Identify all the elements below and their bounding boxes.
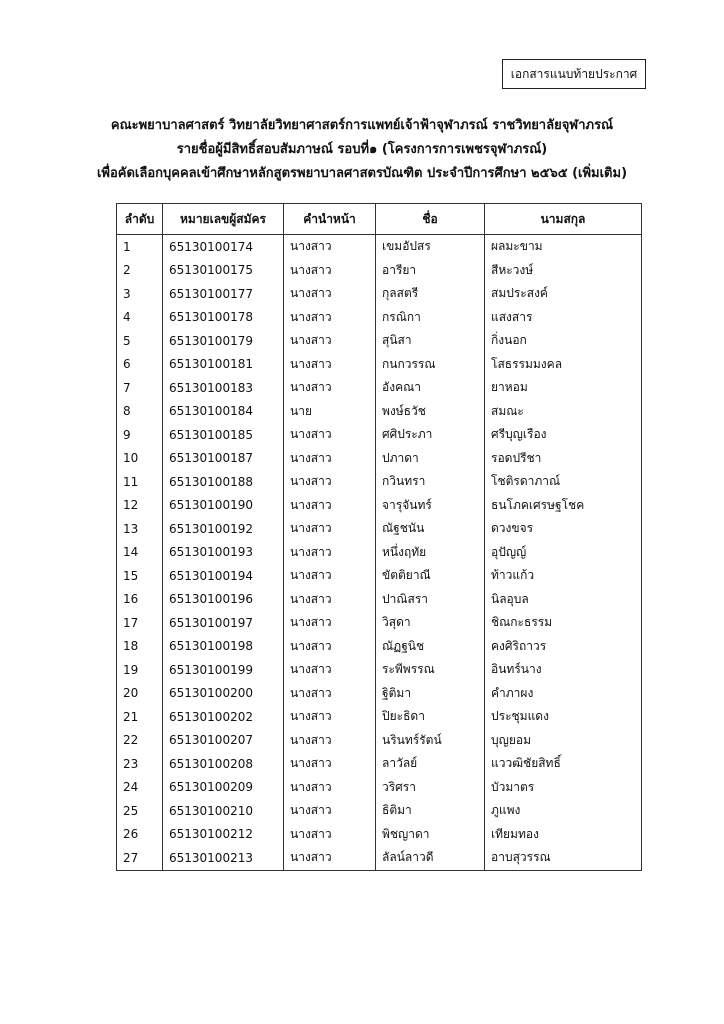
prefix-cell: นางสาว — [284, 541, 376, 565]
last-name-cell: กิ่งนอก — [485, 329, 642, 353]
first-name-cell: ลาวัลย์ — [376, 752, 485, 776]
column-header-first-name: ชื่อ — [376, 204, 485, 235]
order-cell: 12 — [117, 494, 163, 518]
order-cell: 7 — [117, 376, 163, 400]
first-name-cell: ลัลน์ลาวดี — [376, 846, 485, 870]
first-name-cell: วริศรา — [376, 776, 485, 800]
prefix-cell: นางสาว — [284, 635, 376, 659]
first-name-cell: นรินทร์รัตน์ — [376, 729, 485, 753]
order-cell: 27 — [117, 846, 163, 870]
first-name-cell: ณัฏฐนิช — [376, 635, 485, 659]
prefix-cell: นางสาว — [284, 658, 376, 682]
first-name-cell: พงษ์ธวัช — [376, 400, 485, 424]
applicant-number-cell: 65130100212 — [163, 823, 284, 847]
last-name-cell: เทียมทอง — [485, 823, 642, 847]
applicant-number-cell: 65130100194 — [163, 564, 284, 588]
last-name-cell: อาบสุวรรณ — [485, 846, 642, 870]
last-name-cell: ธนโภคเศรษฐโชค — [485, 494, 642, 518]
applicant-number-cell: 65130100177 — [163, 282, 284, 306]
first-name-cell: กุลสตรี — [376, 282, 485, 306]
applicant-number-cell: 65130100193 — [163, 541, 284, 565]
prefix-cell: นางสาว — [284, 423, 376, 447]
table-row — [117, 752, 642, 776]
applicant-number-cell: 65130100192 — [163, 517, 284, 541]
prefix-cell: นางสาว — [284, 470, 376, 494]
order-cell: 25 — [117, 799, 163, 823]
column-header-order: ลำดับ — [117, 204, 163, 235]
order-cell: 5 — [117, 329, 163, 353]
applicant-number-cell: 65130100183 — [163, 376, 284, 400]
order-cell: 3 — [117, 282, 163, 306]
column-header-applicant-number: หมายเลขผู้สมัคร — [163, 204, 284, 235]
last-name-cell: ท้าวแก้ว — [485, 564, 642, 588]
table-row — [117, 799, 642, 823]
table-row — [117, 564, 642, 588]
order-cell: 14 — [117, 541, 163, 565]
first-name-cell: เขมอัปสร — [376, 235, 485, 259]
table-row — [117, 517, 642, 541]
first-name-cell: ปาณิสรา — [376, 588, 485, 612]
first-name-cell: ปิยะธิดา — [376, 705, 485, 729]
applicant-number-cell: 65130100199 — [163, 658, 284, 682]
table-row — [117, 823, 642, 847]
prefix-cell: นางสาว — [284, 494, 376, 518]
last-name-cell: บัวมาตร — [485, 776, 642, 800]
first-name-cell: ปภาดา — [376, 447, 485, 471]
table-row — [117, 235, 642, 259]
applicant-number-cell: 65130100202 — [163, 705, 284, 729]
prefix-cell: นางสาว — [284, 611, 376, 635]
order-cell: 18 — [117, 635, 163, 659]
last-name-cell: คำภาผง — [485, 682, 642, 706]
table-row — [117, 588, 642, 612]
table-row — [117, 729, 642, 753]
prefix-cell: นางสาว — [284, 564, 376, 588]
applicant-number-cell: 65130100196 — [163, 588, 284, 612]
last-name-cell: สีหะวงษ์ — [485, 259, 642, 283]
applicant-number-cell: 65130100210 — [163, 799, 284, 823]
prefix-cell: นางสาว — [284, 776, 376, 800]
table-row — [117, 846, 642, 870]
applicant-number-cell: 65130100213 — [163, 846, 284, 870]
order-cell: 2 — [117, 259, 163, 283]
last-name-cell: ศรีบุญเรือง — [485, 423, 642, 447]
last-name-cell: ชิณกะธรรม — [485, 611, 642, 635]
applicant-number-cell: 65130100197 — [163, 611, 284, 635]
order-cell: 21 — [117, 705, 163, 729]
prefix-cell: นางสาว — [284, 588, 376, 612]
table-row — [117, 400, 642, 424]
applicant-number-cell: 65130100190 — [163, 494, 284, 518]
order-cell: 19 — [117, 658, 163, 682]
table-header-row — [117, 204, 642, 235]
order-cell: 6 — [117, 353, 163, 377]
last-name-cell: ประชุมแดง — [485, 705, 642, 729]
last-name-cell: โสธรรมมงคล — [485, 353, 642, 377]
applicant-number-cell: 65130100185 — [163, 423, 284, 447]
first-name-cell: วิสุดา — [376, 611, 485, 635]
prefix-cell: นางสาว — [284, 306, 376, 330]
prefix-cell: นาย — [284, 400, 376, 424]
applicant-number-cell: 65130100207 — [163, 729, 284, 753]
last-name-cell: ยาหอม — [485, 376, 642, 400]
order-cell: 4 — [117, 306, 163, 330]
order-cell: 9 — [117, 423, 163, 447]
applicant-number-cell: 65130100187 — [163, 447, 284, 471]
order-cell: 11 — [117, 470, 163, 494]
first-name-cell: ธิติมา — [376, 799, 485, 823]
order-cell: 10 — [117, 447, 163, 471]
table-row — [117, 353, 642, 377]
prefix-cell: นางสาว — [284, 447, 376, 471]
prefix-cell: นางสาว — [284, 517, 376, 541]
last-name-cell: ภูแพง — [485, 799, 642, 823]
table-row — [117, 282, 642, 306]
applicant-number-cell: 65130100209 — [163, 776, 284, 800]
column-header-last-name: นามสกุล — [485, 204, 642, 235]
first-name-cell: กรณิกา — [376, 306, 485, 330]
header-faculty-line: คณะพยาบาลศาสตร์ วิทยาลัยวิทยาศาสตร์การแพทย์เจ้าฟ้าจุฬาภรณ์ ราชวิทยาลัยจุฬาภรณ์ — [110, 118, 614, 133]
prefix-cell: นางสาว — [284, 329, 376, 353]
table-row — [117, 658, 642, 682]
applicant-number-cell: 65130100188 — [163, 470, 284, 494]
first-name-cell: ขัตติยาณี — [376, 564, 485, 588]
table-row — [117, 494, 642, 518]
table-row — [117, 423, 642, 447]
first-name-cell: สุนิสา — [376, 329, 485, 353]
prefix-cell: นางสาว — [284, 282, 376, 306]
table-row — [117, 376, 642, 400]
table-row — [117, 611, 642, 635]
applicant-number-cell: 65130100184 — [163, 400, 284, 424]
order-cell: 1 — [117, 235, 163, 259]
prefix-cell: นางสาว — [284, 376, 376, 400]
first-name-cell: ณัฐชนัน — [376, 517, 485, 541]
table-row — [117, 306, 642, 330]
applicant-number-cell: 65130100198 — [163, 635, 284, 659]
header-program-line: เพื่อคัดเลือกบุคคลเข้าศึกษาหลักสูตรพยาบาลศาสตรบัณฑิต ประจำปีการศึกษา ๒๕๖๕ (เพิ่มเติม) — [96, 166, 628, 181]
order-cell: 16 — [117, 588, 163, 612]
document-header — [40, 114, 684, 186]
last-name-cell: สมณะ — [485, 400, 642, 424]
prefix-cell: นางสาว — [284, 752, 376, 776]
order-cell: 15 — [117, 564, 163, 588]
candidate-table — [116, 203, 642, 871]
last-name-cell: บุญยอม — [485, 729, 642, 753]
table-row — [117, 470, 642, 494]
prefix-cell: นางสาว — [284, 682, 376, 706]
last-name-cell: คงศิริถาวร — [485, 635, 642, 659]
prefix-cell: นางสาว — [284, 846, 376, 870]
prefix-cell: นางสาว — [284, 353, 376, 377]
first-name-cell: ฐิติมา — [376, 682, 485, 706]
first-name-cell: จารุจันทร์ — [376, 494, 485, 518]
first-name-cell: ระพีพรรณ — [376, 658, 485, 682]
table-row — [117, 635, 642, 659]
order-cell: 26 — [117, 823, 163, 847]
last-name-cell: รอดปรีชา — [485, 447, 642, 471]
last-name-cell: โชติรดาภาณ์ — [485, 470, 642, 494]
order-cell: 24 — [117, 776, 163, 800]
first-name-cell: ศศิประภา — [376, 423, 485, 447]
prefix-cell: นางสาว — [284, 705, 376, 729]
first-name-cell: กนกวรรณ — [376, 353, 485, 377]
order-cell: 13 — [117, 517, 163, 541]
applicant-number-cell: 65130100200 — [163, 682, 284, 706]
first-name-cell: หนึ่งฤทัย — [376, 541, 485, 565]
applicant-number-cell: 65130100175 — [163, 259, 284, 283]
table-row — [117, 705, 642, 729]
prefix-cell: นางสาว — [284, 235, 376, 259]
last-name-cell: ผลมะขาม — [485, 235, 642, 259]
applicant-number-cell: 65130100174 — [163, 235, 284, 259]
first-name-cell: อังคณา — [376, 376, 485, 400]
table-row — [117, 447, 642, 471]
order-cell: 8 — [117, 400, 163, 424]
last-name-cell: แสงสาร — [485, 306, 642, 330]
header-list-title-line: รายชื่อผู้มีสิทธิ์สอบสัมภาษณ์ รอบที่๑ (โครงการการเพชรจุฬาภรณ์) — [176, 142, 548, 157]
last-name-cell: ดวงขจร — [485, 517, 642, 541]
last-name-cell: นิลอุบล — [485, 588, 642, 612]
prefix-cell: นางสาว — [284, 729, 376, 753]
first-name-cell: พิชญาดา — [376, 823, 485, 847]
table-row — [117, 541, 642, 565]
last-name-cell: สมประสงค์ — [485, 282, 642, 306]
column-header-prefix: คำนำหน้า — [284, 204, 376, 235]
applicant-number-cell: 65130100181 — [163, 353, 284, 377]
order-cell: 23 — [117, 752, 163, 776]
last-name-cell: อินทร์นาง — [485, 658, 642, 682]
prefix-cell: นางสาว — [284, 823, 376, 847]
table-row — [117, 329, 642, 353]
first-name-cell: กวินทรา — [376, 470, 485, 494]
applicant-number-cell: 65130100178 — [163, 306, 284, 330]
table-row — [117, 682, 642, 706]
applicant-number-cell: 65130100179 — [163, 329, 284, 353]
prefix-cell: นางสาว — [284, 259, 376, 283]
attachment-label: เอกสารแนบท้ายประกาศ — [502, 59, 646, 89]
last-name-cell: แววฒิชัยสิทธิ์ — [485, 752, 642, 776]
order-cell: 17 — [117, 611, 163, 635]
last-name-cell: อุปัญญ์ — [485, 541, 642, 565]
first-name-cell: อารียา — [376, 259, 485, 283]
prefix-cell: นางสาว — [284, 799, 376, 823]
order-cell: 22 — [117, 729, 163, 753]
order-cell: 20 — [117, 682, 163, 706]
table-row — [117, 776, 642, 800]
applicant-number-cell: 65130100208 — [163, 752, 284, 776]
table-row — [117, 259, 642, 283]
